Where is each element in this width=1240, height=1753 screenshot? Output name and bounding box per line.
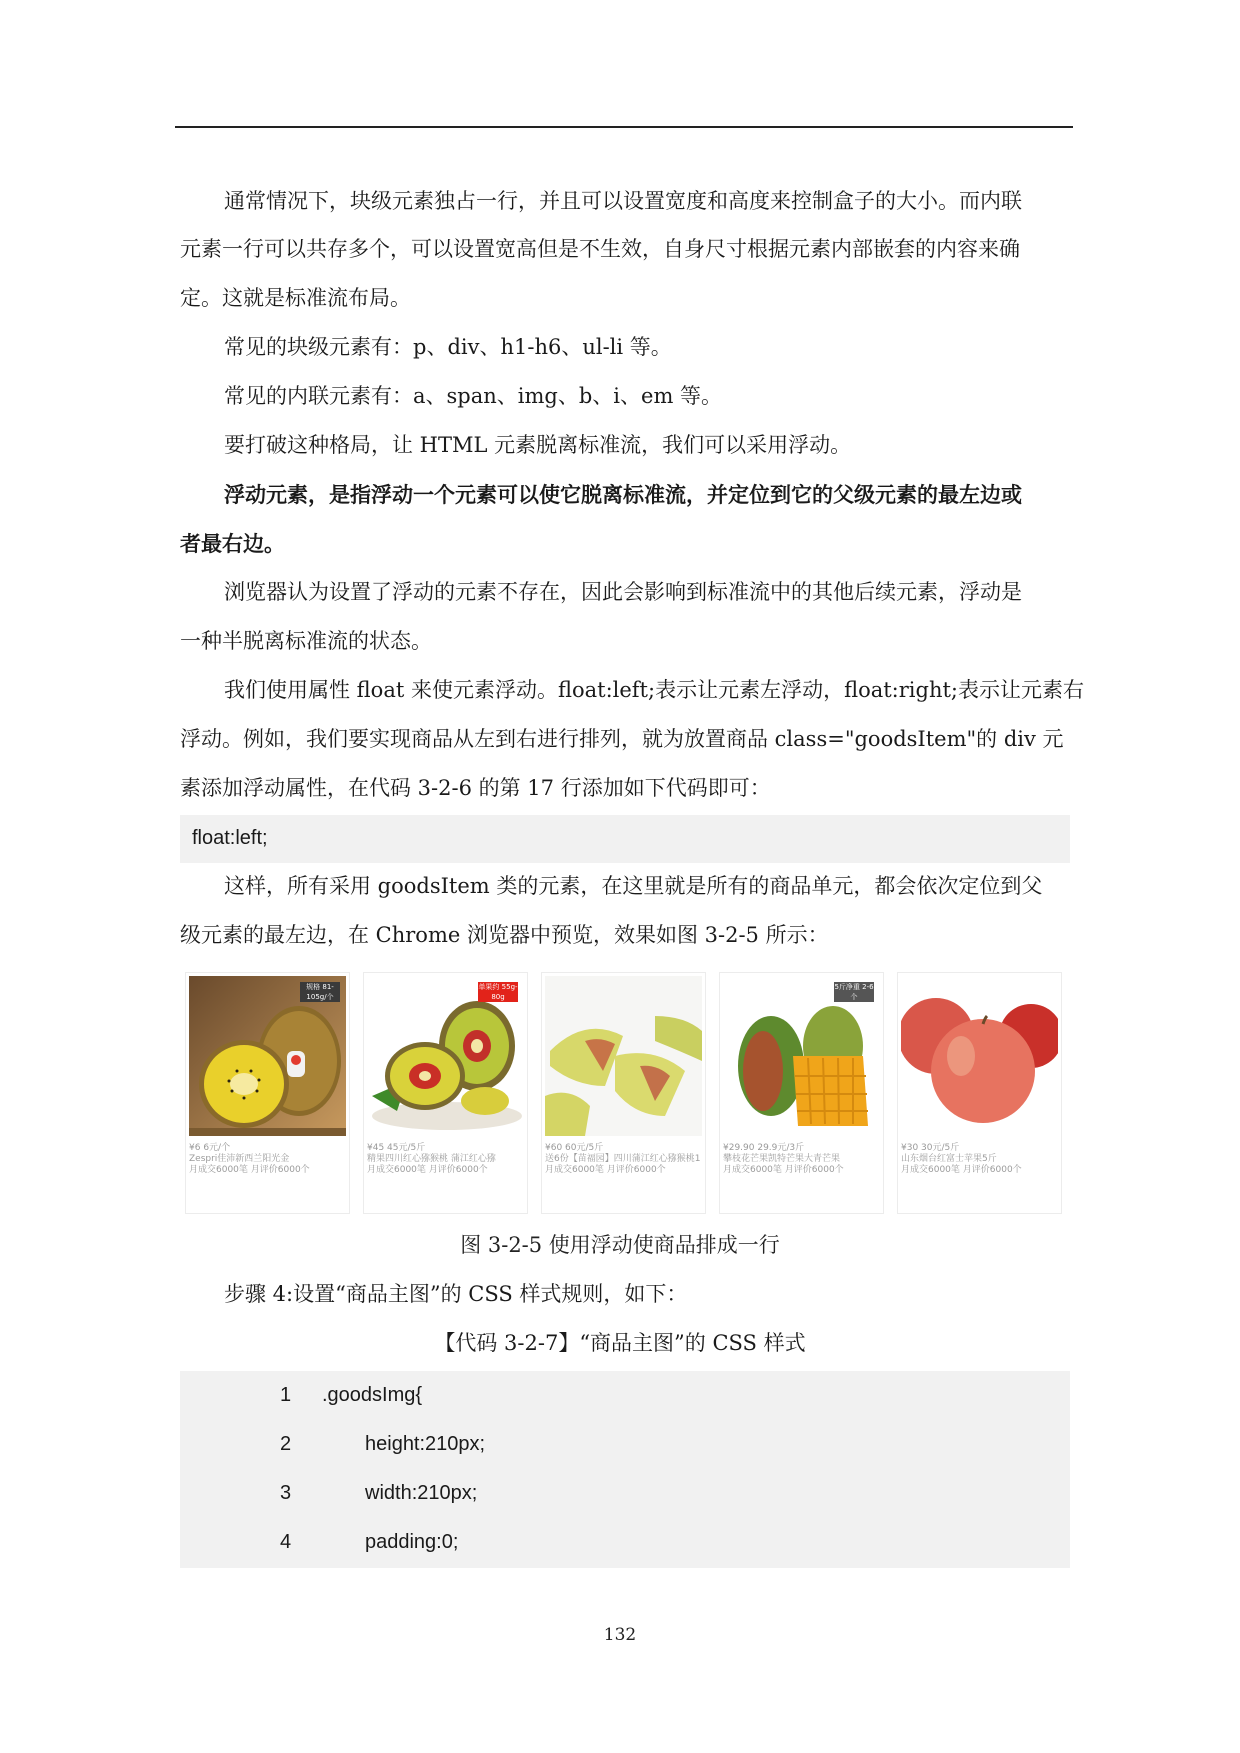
product-card	[185, 972, 350, 1214]
code-block	[180, 1371, 1070, 1568]
line-number: 3	[280, 1482, 292, 1504]
code-text: padding:0;	[365, 1531, 459, 1553]
kiwi-slices-image	[545, 976, 702, 1136]
product-stats: 月成交6000笔 月评价6000个	[189, 1165, 310, 1175]
bold-paragraph-line: 者最右边。	[180, 531, 285, 556]
inline-code-block	[180, 815, 1070, 863]
product-price: ¥45 45元/5斤	[367, 1143, 426, 1153]
product-price: ¥30 30元/5斤	[901, 1143, 960, 1153]
paragraph-line: 浮动。例如，我们要实现商品从左到右进行排列，就为放置商品 class="goodsItem"的 div 元	[180, 727, 1064, 751]
product-gallery-figure	[185, 972, 1065, 1212]
paragraph-line: 定。这就是标准流布局。	[180, 286, 411, 310]
product-stats: 月成交6000笔 月评价6000个	[901, 1165, 1022, 1175]
product-name: 攀枝花芒果凯特芒果大青芒果	[723, 1154, 841, 1164]
product-price: ¥60 60元/5斤	[545, 1143, 604, 1153]
product-name: 送6份【苗福园】四川蒲江红心猕猴桃1	[545, 1154, 701, 1164]
product-stats: 月成交6000笔 月评价6000个	[367, 1165, 488, 1175]
paragraph-line: 级元素的最左边，在 Chrome 浏览器中预览，效果如图 3-2-5 所示：	[180, 923, 829, 947]
product-card	[719, 972, 884, 1214]
paragraph-line: 元素一行可以共存多个，可以设置宽高但是不生效，自身尺寸根据元素内部嵌套的内容来确	[180, 237, 1020, 261]
product-price: ¥29.90 29.9元/3斤	[723, 1143, 805, 1153]
paragraph-line: 浏览器认为设置了浮动的元素不存在，因此会影响到标准流中的其他后续元素，浮动是	[224, 580, 1022, 604]
paragraph: 常见的内联元素有：a、span、img、b、i、em 等。	[224, 384, 723, 408]
code-title: 【代码 3-2-7】“商品主图”的 CSS 样式	[434, 1331, 806, 1355]
paragraph: 常见的块级元素有：p、div、h1-h6、ul-li 等。	[224, 335, 672, 359]
page-number: 132	[603, 1625, 637, 1645]
header-rule	[175, 126, 1073, 128]
product-name: Zespri佳沛新西兰阳光金	[189, 1154, 290, 1164]
product-tag: 5斤净重 2-6个	[834, 983, 874, 1001]
product-stats: 月成交6000笔 月评价6000个	[723, 1165, 844, 1175]
paragraph-line: 通常情况下，块级元素独占一行，并且可以设置宽度和高度来控制盒子的大小。而内联	[224, 189, 1022, 213]
line-number: 2	[280, 1433, 292, 1455]
figure-caption: 图 3-2-5 使用浮动使商品排成一行	[460, 1233, 780, 1257]
mango-image	[723, 976, 880, 1136]
paragraph: 步骤 4:设置“商品主图”的 CSS 样式规则，如下：	[224, 1282, 688, 1306]
product-name: 山东烟台红富士苹果5斤	[901, 1154, 997, 1164]
code-text: width:210px;	[365, 1482, 478, 1504]
product-name: 精果四川红心猕猴桃 蒲江红心猕	[367, 1154, 496, 1164]
paragraph-line: 一种半脱离标准流的状态。	[180, 629, 432, 653]
line-number: 4	[280, 1531, 292, 1553]
product-tag: 单果约 55g-80g	[478, 983, 518, 1001]
code-text: height:210px;	[365, 1433, 486, 1455]
paragraph-line: 素添加浮动属性，在代码 3-2-6 的第 17 行添加如下代码即可：	[180, 776, 771, 800]
inline-code-text: float:left;	[192, 827, 268, 849]
paragraph-line: 我们使用属性 float 来使元素浮动。float:left;表示让元素左浮动，float:right;表示让元素右	[224, 678, 1084, 702]
product-card	[541, 972, 706, 1214]
product-price: ¥6 6元/个	[189, 1143, 231, 1153]
kiwi-red-image	[367, 976, 524, 1136]
apple-image	[901, 976, 1058, 1136]
code-text: .goodsImg{	[322, 1384, 423, 1406]
paragraph-line: 这样，所有采用 goodsItem 类的元素，在这里就是所有的商品单元，都会依次定位到父	[224, 874, 1043, 898]
product-tag: 规格 81-105g/个	[300, 982, 340, 1002]
bold-paragraph-line: 浮动元素，是指浮动一个元素可以使它脱离标准流，并定位到它的父级元素的最左边或	[224, 482, 1022, 507]
product-card	[363, 972, 528, 1214]
line-number: 1	[280, 1384, 292, 1406]
paragraph: 要打破这种格局，让 HTML 元素脱离标准流，我们可以采用浮动。	[224, 433, 852, 457]
product-stats: 月成交6000笔 月评价6000个	[545, 1165, 666, 1175]
kiwi-gold-image	[189, 976, 346, 1136]
product-card	[897, 972, 1062, 1214]
